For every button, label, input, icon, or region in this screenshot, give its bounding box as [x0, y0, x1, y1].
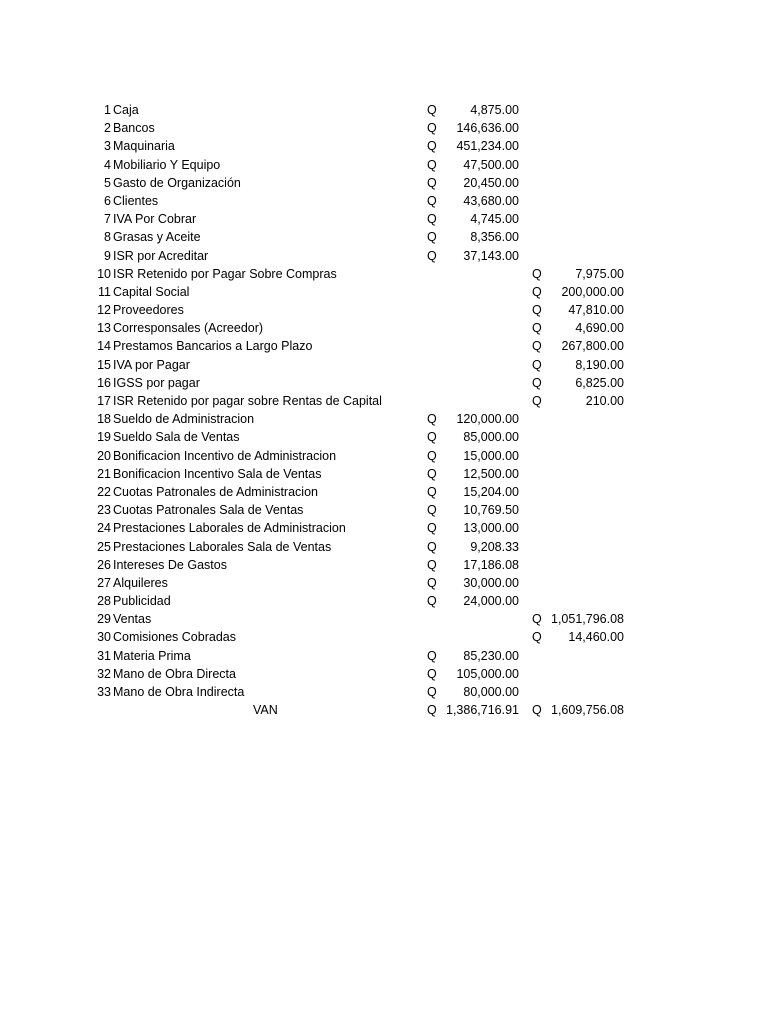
account-row [0, 428, 768, 446]
debit-currency: Q [427, 248, 437, 263]
account-name: Capital Social [113, 284, 190, 299]
debit-currency: Q [427, 466, 437, 481]
debit-amount: 13,000.00 [463, 521, 519, 536]
debit-currency: Q [427, 503, 437, 518]
account-name: ISR Retenido por pagar sobre Rentas de Capital [113, 394, 382, 408]
account-number: 8 [104, 230, 111, 245]
debit-currency: Q [427, 594, 437, 609]
account-row [0, 247, 768, 265]
account-number: 4 [104, 157, 111, 172]
account-number: 31 [97, 648, 111, 663]
debit-currency: Q [427, 666, 437, 681]
credit-amount: 200,000.00 [561, 284, 624, 299]
account-number: 33 [97, 685, 111, 699]
debit-amount: 30,000.00 [463, 575, 519, 590]
debit-amount: 43,680.00 [463, 193, 519, 208]
account-name: Sueldo de Administracion [113, 412, 255, 427]
account-name: Comisiones Cobradas [113, 630, 236, 645]
account-row [0, 392, 768, 410]
account-number: 32 [97, 666, 111, 681]
debit-amount: 105,000.00 [456, 666, 519, 681]
account-number: 17 [97, 394, 111, 408]
debit-amount: 17,186.08 [463, 557, 519, 572]
credit-amount: 210.00 [585, 394, 624, 408]
debit-currency: Q [427, 193, 437, 208]
debit-currency: Q [427, 157, 437, 172]
debit-currency: Q [427, 557, 437, 572]
account-number: 9 [104, 248, 111, 263]
account-name: Sueldo Sala de Ventas [113, 430, 240, 445]
account-row [0, 410, 768, 428]
account-name: ISR Retenido por Pagar Sobre Compras [113, 266, 337, 281]
account-name: Prestaciones Laborales de Administracion [113, 521, 346, 536]
credit-currency: Q [532, 357, 542, 372]
debit-amount: 85,230.00 [463, 648, 519, 663]
account-name: Bonificacion Incentivo de Administracion [113, 448, 337, 463]
account-name: Mano de Obra Indirecta [113, 685, 245, 699]
account-name: Clientes [113, 193, 159, 208]
debit-currency: Q [427, 575, 437, 590]
debit-amount: 37,143.00 [463, 248, 519, 263]
debit-currency: Q [427, 521, 437, 536]
debit-amount: 24,000.00 [463, 594, 519, 609]
credit-currency: Q [532, 630, 542, 645]
account-name: Publicidad [113, 594, 171, 609]
credit-currency: Q [532, 321, 542, 336]
debit-currency: Q [427, 121, 437, 136]
debit-amount: 4,875.00 [470, 103, 519, 117]
account-number: 10 [97, 266, 111, 281]
totals-debit-amount: 1,386,716.91 [446, 703, 519, 718]
credit-amount: 8,190.00 [575, 357, 624, 372]
account-row [0, 210, 768, 228]
account-name: Cuotas Patronales de Administracion [113, 484, 318, 499]
credit-amount: 4,690.00 [575, 321, 624, 336]
account-name: Mobiliario Y Equipo [113, 157, 221, 172]
account-row [0, 228, 768, 246]
account-number: 6 [104, 193, 111, 208]
account-number: 28 [97, 594, 111, 609]
account-number: 15 [97, 357, 111, 372]
account-number: 1 [104, 103, 111, 117]
account-number: 19 [97, 430, 111, 445]
account-row [0, 119, 768, 137]
debit-amount: 451,234.00 [456, 139, 519, 154]
account-name: Grasas y Aceite [113, 230, 201, 245]
account-row [0, 574, 768, 592]
account-name: Materia Prima [113, 648, 191, 663]
debit-amount: 15,204.00 [463, 484, 519, 499]
account-name: Prestaciones Laborales Sala de Ventas [113, 539, 332, 554]
account-number: 26 [97, 557, 111, 572]
account-row [0, 283, 768, 301]
account-number: 7 [104, 212, 111, 227]
account-name: Maquinaria [113, 139, 175, 154]
account-row [0, 156, 768, 174]
account-row [0, 683, 768, 701]
debit-amount: 8,356.00 [470, 230, 519, 245]
debit-currency: Q [427, 230, 437, 245]
account-row [0, 447, 768, 465]
totals-label: VAN [253, 703, 278, 718]
credit-currency: Q [532, 303, 542, 318]
account-number: 27 [97, 575, 111, 590]
account-name: Intereses De Gastos [113, 557, 227, 572]
account-number: 25 [97, 539, 111, 554]
account-row [0, 519, 768, 537]
account-row [0, 592, 768, 610]
debit-currency: Q [427, 539, 437, 554]
credit-amount: 1,051,796.08 [551, 612, 624, 627]
debit-amount: 4,745.00 [470, 212, 519, 227]
account-row [0, 556, 768, 574]
account-row [0, 101, 768, 119]
account-row [0, 465, 768, 483]
account-number: 11 [98, 284, 111, 299]
account-number: 12 [97, 303, 111, 318]
credit-amount: 14,460.00 [568, 630, 624, 645]
debit-currency: Q [427, 175, 437, 190]
account-name: Bancos [113, 121, 155, 136]
account-name: IVA por Pagar [113, 357, 190, 372]
account-name: Proveedores [113, 303, 184, 318]
account-name: Gasto de Organización [113, 175, 241, 190]
totals-debit-currency: Q [427, 703, 437, 718]
credit-amount: 6,825.00 [575, 375, 624, 390]
debit-amount: 12,500.00 [463, 466, 519, 481]
totals-credit-amount: 1,609,756.08 [551, 703, 624, 718]
totals-row [0, 701, 768, 719]
credit-currency: Q [532, 394, 542, 408]
credit-amount: 267,800.00 [561, 339, 624, 354]
totals-credit-currency: Q [532, 703, 542, 718]
account-row [0, 137, 768, 155]
account-row [0, 647, 768, 665]
debit-amount: 47,500.00 [463, 157, 519, 172]
account-row [0, 374, 768, 392]
credit-amount: 47,810.00 [568, 303, 624, 318]
account-number: 24 [97, 521, 111, 536]
account-row [0, 265, 768, 283]
debit-currency: Q [427, 648, 437, 663]
debit-amount: 20,450.00 [463, 175, 519, 190]
debit-amount: 9,208.33 [470, 539, 519, 554]
credit-currency: Q [532, 284, 542, 299]
account-number: 14 [97, 339, 111, 354]
debit-amount: 120,000.00 [456, 412, 519, 427]
account-name: Alquileres [113, 575, 168, 590]
account-number: 29 [97, 612, 111, 627]
account-number: 2 [104, 121, 111, 136]
account-number: 21 [97, 466, 111, 481]
account-number: 18 [97, 412, 111, 427]
account-name: Bonificacion Incentivo Sala de Ventas [113, 466, 322, 481]
account-name: Cuotas Patronales Sala de Ventas [113, 503, 304, 518]
account-row [0, 665, 768, 683]
account-rows [0, 101, 768, 701]
debit-amount: 10,769.50 [463, 503, 519, 518]
account-number: 5 [104, 175, 111, 190]
debit-currency: Q [427, 412, 437, 427]
account-number: 30 [97, 630, 111, 645]
account-row [0, 483, 768, 501]
debit-currency: Q [427, 484, 437, 499]
debit-currency: Q [427, 685, 437, 699]
account-name: Corresponsales (Acreedor) [113, 321, 264, 336]
debit-amount: 15,000.00 [463, 448, 519, 463]
account-number: 22 [97, 484, 111, 499]
debit-currency: Q [427, 448, 437, 463]
credit-currency: Q [532, 612, 542, 627]
account-row [0, 538, 768, 556]
trial-balance-sheet [0, 101, 768, 719]
account-row [0, 501, 768, 519]
account-name: Caja [113, 103, 139, 117]
account-name: ISR por Acreditar [113, 248, 209, 263]
debit-currency: Q [427, 212, 437, 227]
account-number: 3 [104, 139, 111, 154]
account-row [0, 192, 768, 210]
account-row [0, 337, 768, 355]
credit-currency: Q [532, 266, 542, 281]
credit-currency: Q [532, 375, 542, 390]
account-number: 23 [97, 503, 111, 518]
account-number: 16 [97, 375, 111, 390]
debit-currency: Q [427, 430, 437, 445]
account-name: Prestamos Bancarios a Largo Plazo [113, 339, 313, 354]
account-name: IGSS por pagar [113, 375, 200, 390]
account-row [0, 301, 768, 319]
debit-amount: 146,636.00 [456, 121, 519, 136]
debit-amount: 85,000.00 [463, 430, 519, 445]
account-row [0, 610, 768, 628]
account-name: Ventas [113, 612, 152, 627]
debit-amount: 80,000.00 [463, 685, 519, 699]
debit-currency: Q [427, 103, 437, 117]
account-name: Mano de Obra Directa [113, 666, 236, 681]
credit-amount: 7,975.00 [575, 266, 624, 281]
account-row [0, 319, 768, 337]
credit-currency: Q [532, 339, 542, 354]
account-row [0, 174, 768, 192]
account-number: 20 [97, 448, 111, 463]
account-name: IVA Por Cobrar [113, 212, 197, 227]
account-number: 13 [97, 321, 111, 336]
debit-currency: Q [427, 139, 437, 154]
account-row [0, 356, 768, 374]
account-row [0, 628, 768, 646]
